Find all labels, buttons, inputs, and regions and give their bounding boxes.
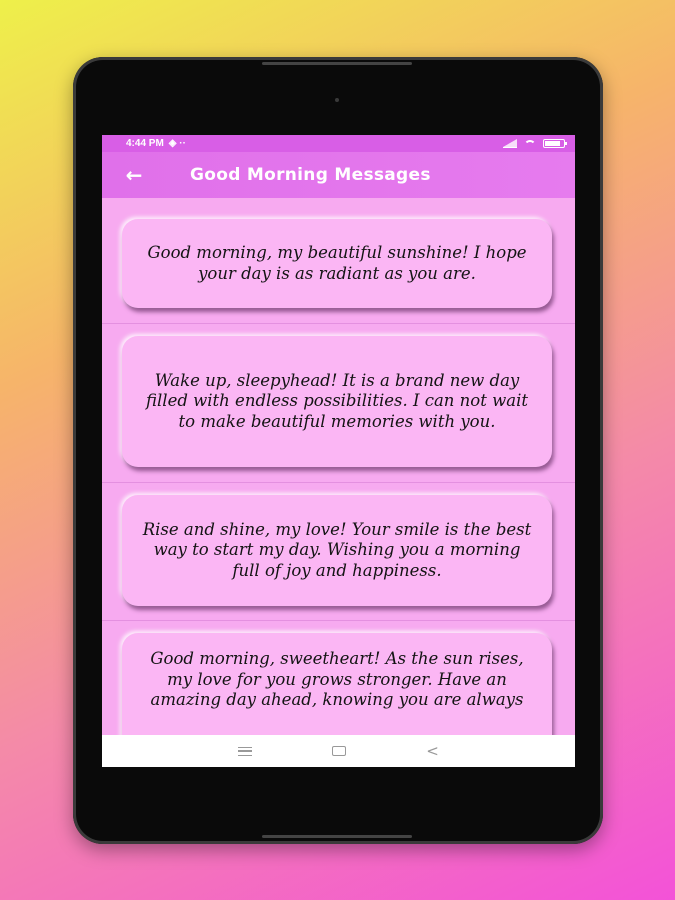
list-item[interactable] <box>102 483 575 621</box>
signal-icon <box>503 139 517 148</box>
message-text: Good morning, sweetheart! As the sun rises, my love for you grows stronger. Have an amazing day ahead, knowing you are always <box>150 649 524 709</box>
status-extra-icons: ◈ ·· <box>168 138 186 149</box>
navigation-bar <box>102 735 575 767</box>
message-list[interactable] <box>102 198 575 767</box>
camera-icon <box>335 98 339 102</box>
message-card[interactable] <box>122 336 552 467</box>
status-time: 4:44 PM <box>126 138 164 149</box>
wifi-icon <box>524 140 536 148</box>
tablet-bottom-edge <box>262 835 412 838</box>
home-icon[interactable] <box>332 746 346 756</box>
message-text: Good morning, my beautiful sunshine! I hope your day is as radiant as you are. <box>147 243 527 283</box>
battery-icon <box>543 139 565 148</box>
page-title: Good Morning Messages <box>190 165 431 185</box>
recent-apps-icon[interactable] <box>238 747 252 756</box>
tablet-top-edge <box>262 62 412 65</box>
app-bar <box>102 152 575 198</box>
message-text: Rise and shine, my love! Your smile is the best way to start my day. Wishing you a morning full of joy and happiness. <box>142 519 532 580</box>
status-bar <box>102 135 575 152</box>
list-item[interactable] <box>102 324 575 483</box>
message-card[interactable] <box>122 219 552 308</box>
back-arrow-icon[interactable]: ← <box>125 163 143 187</box>
list-item[interactable] <box>102 198 575 324</box>
message-card[interactable] <box>122 495 552 606</box>
app-screen <box>102 135 575 767</box>
nav-back-icon[interactable]: < <box>426 742 439 760</box>
message-text: Wake up, sleepyhead! It is a brand new day filled with endless possibilities. I can not wait to make beautiful memories with you. <box>146 370 528 431</box>
